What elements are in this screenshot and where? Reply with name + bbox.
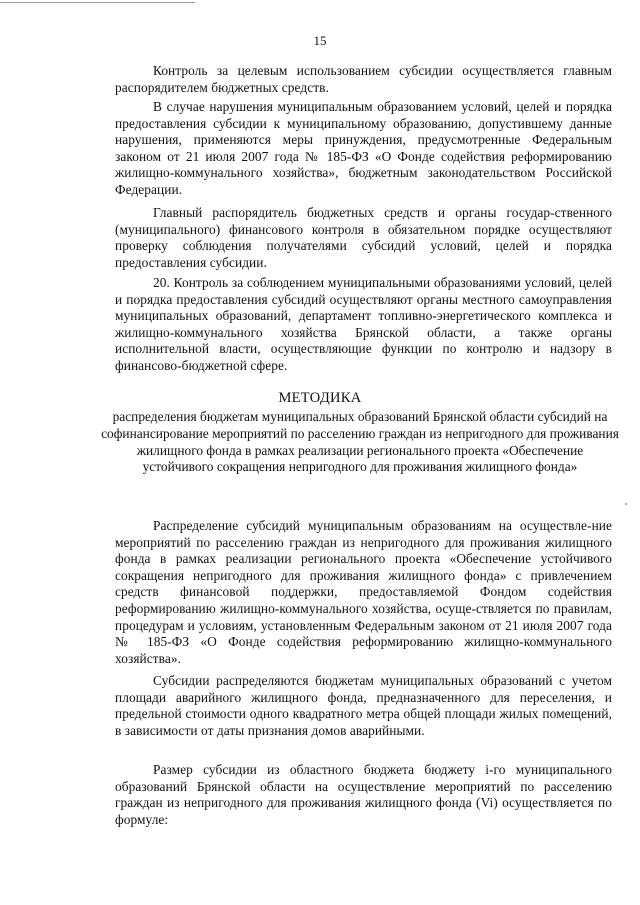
scan-edge-line <box>0 2 195 3</box>
paragraph-subsidies-allocation: Субсидии распределяются бюджетам муниципальных образований с учетом площади аварийного жилищного фонда, предназначенного для переселения, и предельной стоимости одного квадратного метра общей площади жилых помещений, в зависимости от даты признания домов аварийными. <box>115 673 612 738</box>
methodology-heading: МЕТОДИКА <box>278 390 362 406</box>
paragraph-violation: В случае нарушения муниципальным образованием условий, целей и порядка предоставления субсидии к муниципальному образованию, допустившему данные нарушения, применяются меры принуждения, предусмотренные Федеральным законом от 21 июля 2007 года № 185-ФЗ «О Фонде содействия реформированию жилищно-коммунального хозяйства», бюджетным законодательством Российской Федерации. <box>115 99 612 197</box>
methodology-subtitle: распределения бюджетам муниципальных образований Брянской области субсидий на софинансирование мероприятий по расселению граждан из непригодного для проживания жилищного фонда в рамках реализации регионального проекта «Обеспечение устойчивого сокращения непригодного для проживания жилищного фонда» <box>101 409 619 475</box>
paragraph-item-20: 20. Контроль за соблюдением муниципальными образованиями условий, целей и порядка предоставления субсидий осуществляют органы местного самоуправления муниципальных образований, департамент топливно-энергетического комплекса и жилищно-коммунального хозяйства Брянской области, а также органы исполнительной власти, осуществляющие функции по контролю и надзору в финансово-бюджетной сфере. <box>115 275 612 373</box>
page-number: 15 <box>313 33 327 48</box>
paragraph-inspection: Главный распорядитель бюджетных средств и органы государ-ственного (муниципального) финансового контроля в обязательном порядке осуществляют проверку соблюдения получателями субсидий условий, целей и порядка предоставления субсидии. <box>115 205 612 270</box>
scan-speck <box>625 503 627 505</box>
paragraph-subsidy-size: Размер субсидии из областного бюджета бюджету i-го муниципального образований Брянской области на осуществление мероприятий по расселению граждан из непригодного для проживания жилищного фонда (Vi) осуществляется по формуле: <box>115 762 612 827</box>
paragraph-distribution: Распределение субсидий муниципальным образованиям на осуществле-ние мероприятий по расселению граждан из непригодного для проживания жилищного фонда в рамках реализации регионального проекта «Обеспечение устойчивого сокращения непригодного для проживания жилищного фонда» с привлечением средств финансовой поддержки, предоставляемой Фондом содействия реформированию жилищно-коммунального хозяйства, осуще-ствляется по правилам, процедурам и условиям, установленным Федеральным законом от 21 июля 2007 года № 185-ФЗ «О Фонде содействия реформированию жилищно-коммунального хозяйства». <box>115 518 612 666</box>
paragraph-control: Контроль за целевым использованием субсидии осуществляется главным распорядителем бюджетных средств. <box>115 63 612 95</box>
